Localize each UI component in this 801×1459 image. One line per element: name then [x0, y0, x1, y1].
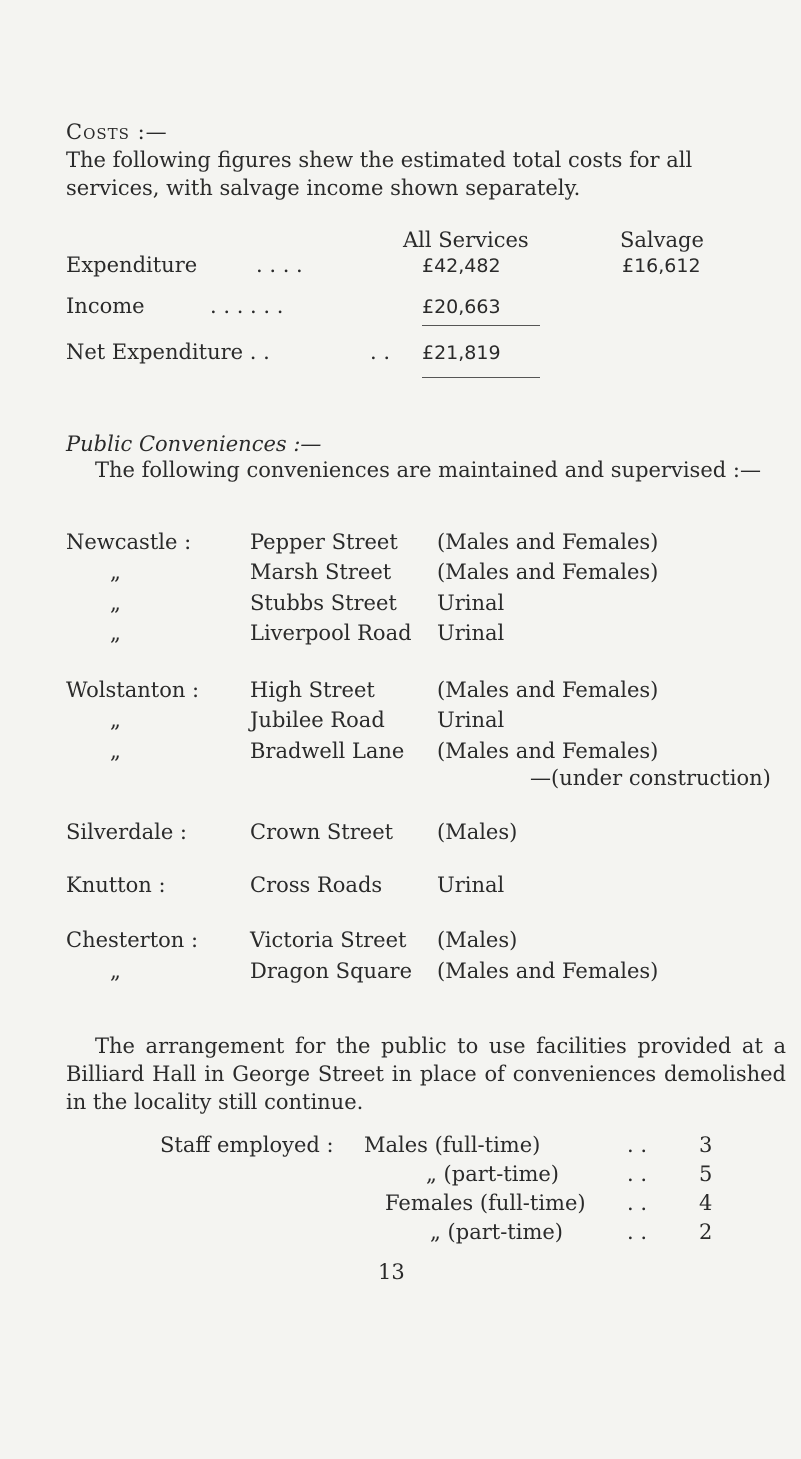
place-ditto: „	[110, 739, 121, 763]
staff-dots: . .	[627, 1133, 648, 1157]
place-ditto: „	[110, 708, 121, 732]
street-label: High Street	[250, 678, 375, 702]
convenience-type: Urinal	[437, 591, 505, 615]
staff-category: „ (part-time)	[426, 1162, 559, 1186]
arrangement-paragraph: The arrangement for the public to use facilities provided at a Billiard Hall in George Street in place of conveniences demolished in the locality still continue.	[66, 1034, 786, 1114]
staff-count: 2	[699, 1220, 713, 1244]
place-label: Knutton :	[66, 873, 166, 897]
page-number: 13	[378, 1260, 405, 1284]
net-expenditure-dots: . .	[370, 340, 391, 364]
street-label: Victoria Street	[250, 928, 407, 952]
expenditure-all-services: £42,482	[422, 255, 501, 277]
conveniences-intro: The following conveniences are maintained and supervised :—	[95, 458, 761, 482]
income-all-services: £20,663	[422, 296, 501, 318]
place-label: Wolstanton :	[66, 678, 200, 702]
convenience-type: (Males and Females)	[437, 530, 659, 554]
expenditure-salvage: £16,612	[622, 255, 701, 277]
staff-category: Males (full-time)	[364, 1133, 541, 1157]
staff-category: „ (part-time)	[430, 1220, 563, 1244]
convenience-type: (Males and Females)	[437, 739, 659, 763]
staff-count: 5	[699, 1162, 713, 1186]
staff-count: 4	[699, 1191, 713, 1215]
convenience-type: Urinal	[437, 873, 505, 897]
staff-category: Females (full-time)	[385, 1191, 586, 1215]
staff-dots: . .	[627, 1191, 648, 1215]
staff-count: 3	[699, 1133, 713, 1157]
place-ditto: „	[110, 621, 121, 645]
income-dots: . . . . . .	[210, 294, 284, 318]
street-label: Crown Street	[250, 820, 394, 844]
convenience-type: (Males)	[437, 820, 518, 844]
convenience-type: (Males and Females)	[437, 959, 659, 983]
staff-label: Staff employed :	[160, 1133, 334, 1157]
total-rule	[422, 377, 540, 378]
net-expenditure-all-services: £21,819	[422, 342, 501, 364]
street-label: Cross Roads	[250, 873, 383, 897]
place-ditto: „	[110, 591, 121, 615]
income-label: Income	[66, 294, 145, 318]
subtotal-rule	[422, 325, 540, 326]
costs-intro: The following figures shew the estimated total costs for all services, with salvage income shown separately.	[66, 148, 693, 200]
staff-dots: . .	[627, 1220, 648, 1244]
street-label: Pepper Street	[250, 530, 398, 554]
expenditure-dots: . . . .	[256, 253, 303, 277]
staff-dots: . .	[627, 1162, 648, 1186]
place-label: Chesterton :	[66, 928, 199, 952]
under-construction-note: —(under construction)	[530, 766, 771, 790]
place-label: Silverdale :	[66, 820, 188, 844]
net-expenditure-label: Net Expenditure . .	[66, 340, 270, 364]
convenience-type: (Males and Females)	[437, 560, 659, 584]
street-label: Bradwell Lane	[250, 739, 405, 763]
convenience-type: Urinal	[437, 708, 505, 732]
street-label: Dragon Square	[250, 959, 413, 983]
expenditure-label: Expenditure	[66, 253, 198, 277]
costs-heading: Costs :—	[66, 120, 168, 144]
place-label: Newcastle :	[66, 530, 192, 554]
convenience-type: (Males)	[437, 928, 518, 952]
street-label: Jubilee Road	[250, 708, 385, 732]
col-header-all-services: All Services	[403, 228, 529, 252]
street-label: Liverpool Road	[250, 621, 412, 645]
convenience-type: (Males and Females)	[437, 678, 659, 702]
convenience-type: Urinal	[437, 621, 505, 645]
street-label: Marsh Street	[250, 560, 392, 584]
conveniences-heading: Public Conveniences :—	[66, 432, 322, 456]
street-label: Stubbs Street	[250, 591, 397, 615]
place-ditto: „	[110, 959, 121, 983]
place-ditto: „	[110, 560, 121, 584]
col-header-salvage: Salvage	[620, 228, 704, 252]
